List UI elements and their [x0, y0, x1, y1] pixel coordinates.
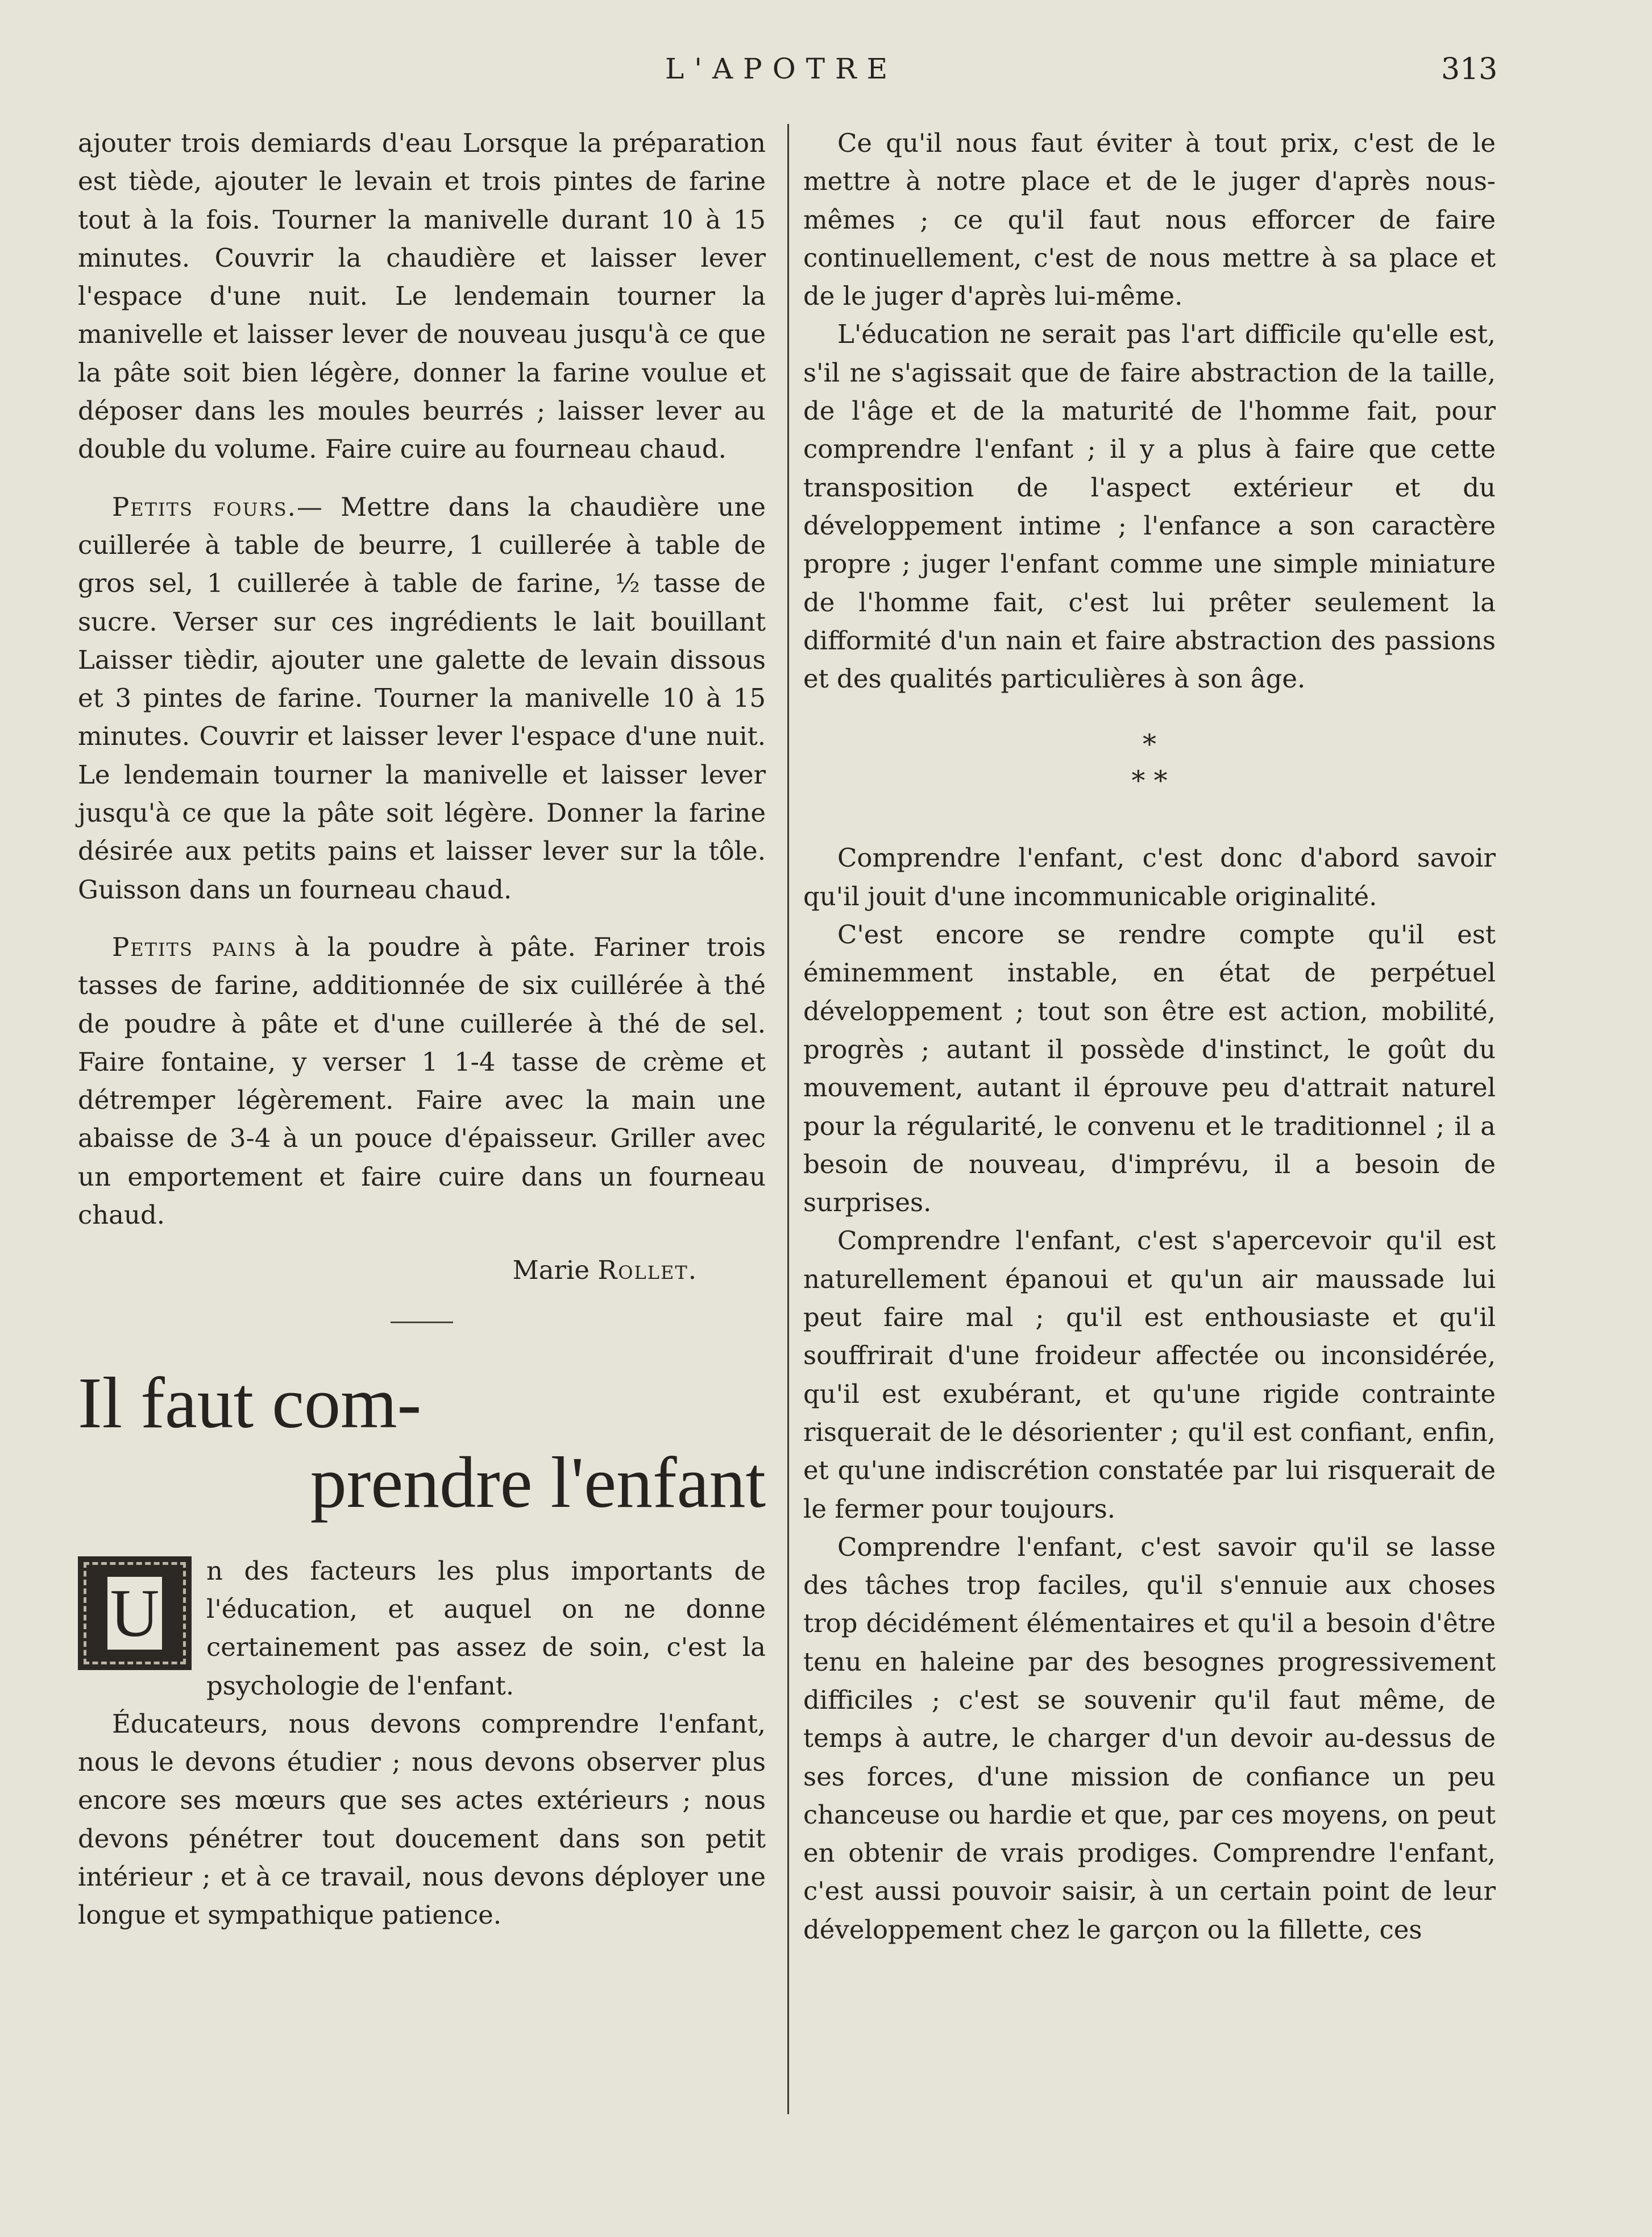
- running-head: [0, 52, 1652, 92]
- article-title: [78, 1363, 766, 1522]
- article-paragraph-5: Comprendre l'enfant, c'est donc d'abord savoir qu'il jouit d'une incommunicable originalité.: [803, 843, 1496, 912]
- recipe-petits-pains: [78, 928, 766, 1234]
- left-column: [78, 124, 766, 1934]
- recipe-text-petits-fours: — Mettre dans la chaudière une cuillerée à table de beurre, 1 cuillerée à table de gros sel, 1 cuillerée à table de farine, ½ tasse de sucre. Verser sur ces ingrédients le lait bouillant Laisser tièdir, ajouter une galette de levain dissous et 3 pintes de farine. Tourner la manivelle 10 à 15 minutes. Couvrir et laisser lever l'espace d'une nuit. Le lendemain tourner la manivelle et laisser lever jusqu'à ce que la pâte soit légère. Donner la farine désirée aux petits pains et laisser lever sur la tôle. Guisson dans un fourneau chaud.: [78, 491, 766, 905]
- section-separator: [391, 1322, 453, 1323]
- signature-first-name: Marie: [512, 1255, 598, 1286]
- article-paragraph-1-text: n des facteurs les plus importants de l'éducation, et auquel on ne donne certainement pas assez de soin, c'est la psychologie de l'enfant.: [206, 1555, 766, 1701]
- article-paragraph-7: Comprendre l'enfant, c'est s'apercevoir qu'il est naturellement épanoui et qu'un air maussade lui peut faire mal ; qu'il est enthousiaste et qu'il souffrirait d'une froideur affectée ou inconsidérée, qu'il est exubérant, et qu'une rigide contrainte risquerait de le désorienter ; qu'il est confiant, enfin, et qu'une indiscrétion constatée par lui risquerait de le fermer pour toujours.: [803, 1225, 1496, 1524]
- article-paragraph-4: L'éducation ne serait pas l'art difficile qu'elle est, s'il ne s'agissait que de faire abstraction de la taille, de l'âge et de la maturité de l'homme fait, pour comprendre l'enfant ; il y a plus à faire que cette transposition de l'aspect extérieur et du développement intime ; l'enfance a son caractère propre ; juger l'enfant comme une simple miniature de l'homme fait, c'est lui prêter seulement la difformité d'un nain et faire abstraction des passions et des qualités particulières à son âge.: [803, 319, 1496, 694]
- asterism-top: *: [1143, 728, 1156, 761]
- right-column: [803, 124, 1496, 1949]
- article-title-line-1: Il faut com-: [78, 1362, 422, 1443]
- recipe-text-petits-pains: à la poudre à pâte. Fariner trois tasses de farine, additionnée de six cuillérée à thé de poudre à pâte et d'une cuillerée à thé de sel. Faire fontaine, y verser 1 1-4 tasse de crème et détremper légèrement. Faire avec la main une abaisse de 3-4 à un pouce d'épaisseur. Griller avec un emportement et faire cuire dans un fourneau chaud.: [78, 931, 766, 1231]
- article-paragraph-2: Éducateurs, nous devons comprendre l'enfant, nous le devons étudier ; nous devons observer plus encore ses mœurs que ses actes extérieurs ; nous devons pénétrer tout doucement dans son petit intérieur ; et à ce travail, nous devons déployer une longue et sympathique patience.: [78, 1708, 766, 1931]
- journal-title: L'APOTRE: [665, 52, 898, 85]
- article-first-paragraph: [78, 1552, 766, 1705]
- recipe-heading-petits-fours: Petits fours.: [112, 491, 297, 522]
- asterism-divider: [803, 726, 1496, 799]
- recipe-heading-petits-pains: Petits pains: [112, 931, 277, 962]
- recipe-petits-fours: [78, 488, 766, 909]
- article-title-line-2: prendre l'enfant: [310, 1441, 766, 1523]
- ornamental-drop-cap: [78, 1556, 192, 1670]
- author-signature: [78, 1251, 766, 1289]
- article-paragraph-6: C'est encore se rendre compte qu'il est éminemment instable, en état de perpétuel développement ; tout son être est action, mobilité, progrès ; autant il possède d'instinct, le goût du mouvement, autant il éprouve peu d'attrait naturel pour la régularité, le convenu et le traditionnel ; il a besoin de nouveau, d'imprévu, il a besoin de surprises.: [803, 919, 1496, 1218]
- signature-last-name: Rollet.: [597, 1255, 698, 1286]
- drop-cap-letter: U: [107, 1577, 162, 1650]
- article-paragraph-3: Ce qu'il nous faut éviter à tout prix, c'est de le mettre à notre place et de le juger d'après nous-mêmes ; ce qu'il faut nous efforcer de faire continuellement, c'est de nous mettre à sa place et de le juger d'après lui-même.: [803, 128, 1496, 312]
- article-paragraph-8: Comprendre l'enfant, c'est savoir qu'il se lasse des tâches trop faciles, qu'il s'ennuie aux choses trop décidément élémentaires et qu'il a besoin d'être tenu en haleine par des besognes progressivement difficiles ; c'est se souvenir qu'il faut même, de temps à autre, le charger d'un devoir au-dessus de ses forces, d'une mission de confiance un peu chanceuse ou hardie et que, par ces moyens, on peut en obtenir de vrais prodiges. Comprendre l'enfant, c'est aussi pouvoir saisir, à un certain point de leur développement chez le garçon ou la fillette, ces: [803, 1531, 1496, 1945]
- column-divider: [787, 124, 789, 2114]
- page-number: 313: [1441, 52, 1498, 86]
- asterism-bottom: * *: [1131, 765, 1168, 797]
- recipe-continuation: ajouter trois demiards d'eau Lorsque la préparation est tiède, ajouter le levain et trois pintes de farine tout à la fois. Tourner la manivelle durant 10 à 15 minutes. Couvrir la chaudière et laisser lever l'espace d'une nuit. Le lendemain tourner la manivelle et laisser lever de nouveau jusqu'à ce que la pâte soit bien légère, donner la farine voulue et déposer dans les moules beurrés ; laisser lever au double du volume. Faire cuire au fourneau chaud.: [78, 128, 766, 465]
